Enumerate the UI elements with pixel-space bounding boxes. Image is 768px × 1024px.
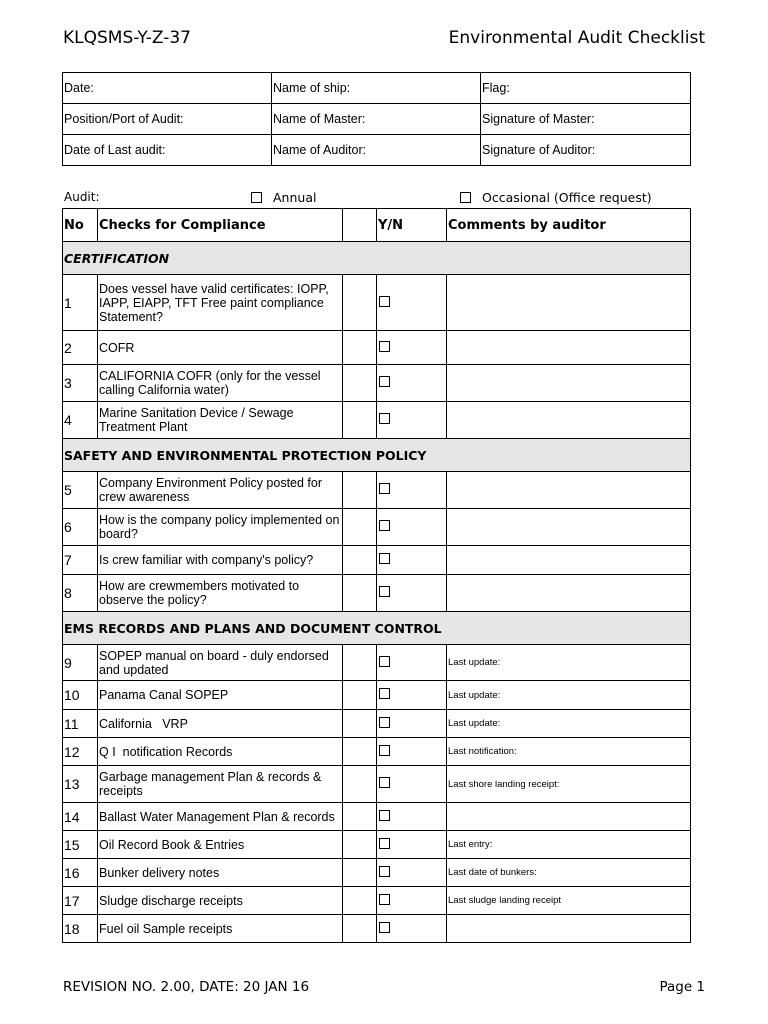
comment-cell[interactable] <box>447 915 691 943</box>
comment-cell[interactable] <box>447 546 691 575</box>
table-row <box>63 887 691 915</box>
item-text: How is the company policy implemented on board? <box>98 509 343 546</box>
comment-cell[interactable]: Last shore landing receipt: <box>447 766 691 803</box>
yn-cell <box>377 546 447 575</box>
yn-cell <box>377 402 447 439</box>
item-text: How are crewmembers motivated to observe the policy? <box>98 575 343 612</box>
yn-cell <box>377 331 447 365</box>
blank-cell <box>343 509 377 546</box>
table-row <box>63 365 691 402</box>
table-row <box>63 831 691 859</box>
item-text: California VRP <box>98 710 343 738</box>
table-row <box>63 915 691 943</box>
checkbox-icon[interactable] <box>379 810 390 821</box>
checkbox-icon[interactable] <box>379 838 390 849</box>
item-number: 10 <box>63 681 98 710</box>
ship-info-table <box>62 72 691 166</box>
checkbox-icon[interactable] <box>379 717 390 728</box>
port-of-audit-field[interactable]: Position/Port of Audit: <box>63 104 272 135</box>
item-number: 11 <box>63 710 98 738</box>
comment-cell[interactable] <box>447 803 691 831</box>
auditor-name-field[interactable]: Name of Auditor: <box>272 135 481 166</box>
table-row <box>63 575 691 612</box>
blank-cell <box>343 859 377 887</box>
blank-cell <box>343 681 377 710</box>
comment-cell[interactable]: Last update: <box>447 645 691 681</box>
blank-cell <box>343 546 377 575</box>
table-row <box>63 472 691 509</box>
yn-cell <box>377 681 447 710</box>
blank-cell <box>343 575 377 612</box>
checkbox-icon[interactable] <box>460 192 471 203</box>
item-text: COFR <box>98 331 343 365</box>
compliance-checklist-table <box>62 208 691 943</box>
item-number: 17 <box>63 887 98 915</box>
table-row <box>63 331 691 365</box>
checkbox-icon[interactable] <box>379 341 390 352</box>
checkbox-icon[interactable] <box>379 296 390 307</box>
ship-name-field[interactable]: Name of ship: <box>272 73 481 104</box>
section-row <box>63 242 691 275</box>
last-audit-date-field[interactable]: Date of Last audit: <box>63 135 272 166</box>
checkbox-icon[interactable] <box>379 586 390 597</box>
checkbox-icon[interactable] <box>379 483 390 494</box>
column-no: No <box>63 209 98 242</box>
item-number: 14 <box>63 803 98 831</box>
annual-label: Annual <box>273 190 317 205</box>
yn-cell <box>377 509 447 546</box>
item-number: 2 <box>63 331 98 365</box>
checkbox-icon[interactable] <box>251 192 262 203</box>
checkbox-icon[interactable] <box>379 922 390 933</box>
section-row <box>63 439 691 472</box>
date-field[interactable]: Date: <box>63 73 272 104</box>
item-number: 3 <box>63 365 98 402</box>
flag-field[interactable]: Flag: <box>481 73 691 104</box>
document-title: Environmental Audit Checklist <box>448 28 705 48</box>
section-certification: CERTIFICATION <box>63 242 691 275</box>
blank-cell <box>343 275 377 331</box>
checklist-header-row <box>63 209 691 242</box>
blank-cell <box>343 331 377 365</box>
checkbox-icon[interactable] <box>379 688 390 699</box>
checkbox-icon[interactable] <box>379 894 390 905</box>
occasional-option[interactable] <box>460 190 652 205</box>
checkbox-icon[interactable] <box>379 520 390 531</box>
item-number: 12 <box>63 738 98 766</box>
item-text: Fuel oil Sample receipts <box>98 915 343 943</box>
section-safety-policy: SAFETY AND ENVIRONMENTAL PROTECTION POLICY <box>63 439 691 472</box>
item-number: 18 <box>63 915 98 943</box>
blank-cell <box>343 766 377 803</box>
yn-cell <box>377 365 447 402</box>
comment-cell[interactable]: Last update: <box>447 710 691 738</box>
annual-option[interactable] <box>251 190 316 205</box>
master-name-field[interactable]: Name of Master: <box>272 104 481 135</box>
item-number: 1 <box>63 275 98 331</box>
column-comments: Comments by auditor <box>447 209 691 242</box>
item-number: 8 <box>63 575 98 612</box>
occasional-label: Occasional (Office request) <box>482 190 652 205</box>
table-row <box>63 766 691 803</box>
comment-cell[interactable] <box>447 575 691 612</box>
comment-cell[interactable] <box>447 472 691 509</box>
item-number: 4 <box>63 402 98 439</box>
item-text: CALIFORNIA COFR (only for the vessel calling California water) <box>98 365 343 402</box>
column-yn: Y/N <box>377 209 447 242</box>
comment-cell[interactable]: Last sludge landing receipt <box>447 887 691 915</box>
yn-cell <box>377 575 447 612</box>
comment-cell[interactable]: Last update: <box>447 681 691 710</box>
checkbox-icon[interactable] <box>379 376 390 387</box>
item-text: Garbage management Plan & records & receipts <box>98 766 343 803</box>
blank-cell <box>343 915 377 943</box>
blank-cell <box>343 803 377 831</box>
item-number: 7 <box>63 546 98 575</box>
blank-cell <box>343 887 377 915</box>
comment-cell[interactable] <box>447 275 691 331</box>
table-row <box>63 681 691 710</box>
document-code: KLQSMS-Y-Z-37 <box>63 28 191 48</box>
comment-cell[interactable] <box>447 402 691 439</box>
item-text: Is crew familiar with company's policy? <box>98 546 343 575</box>
page-number: Page 1 <box>659 979 705 995</box>
checkbox-icon[interactable] <box>379 553 390 564</box>
checkbox-icon[interactable] <box>379 866 390 877</box>
comment-cell[interactable]: Last entry: <box>447 831 691 859</box>
blank-cell <box>343 738 377 766</box>
item-text: Does vessel have valid certificates: IOPP, IAPP, EIAPP, TFT Free paint compliance Statement? <box>98 275 343 331</box>
yn-cell <box>377 859 447 887</box>
comment-cell[interactable] <box>447 365 691 402</box>
table-row <box>63 275 691 331</box>
section-row <box>63 612 691 645</box>
audit-type-line <box>64 190 690 206</box>
table-row <box>63 859 691 887</box>
comment-cell[interactable]: Last date of bunkers: <box>447 859 691 887</box>
column-checks: Checks for Compliance <box>98 209 343 242</box>
blank-cell <box>343 472 377 509</box>
item-text: Sludge discharge receipts <box>98 887 343 915</box>
table-row <box>63 738 691 766</box>
item-text: Company Environment Policy posted for crew awareness <box>98 472 343 509</box>
table-row <box>63 546 691 575</box>
item-text: Bunker delivery notes <box>98 859 343 887</box>
checkbox-icon[interactable] <box>379 656 390 667</box>
column-blank <box>343 209 377 242</box>
comment-cell[interactable] <box>447 509 691 546</box>
yn-cell <box>377 803 447 831</box>
revision-info: REVISION NO. 2.00, DATE: 20 JAN 16 <box>63 979 310 995</box>
yn-cell <box>377 472 447 509</box>
table-row <box>63 710 691 738</box>
blank-cell <box>343 365 377 402</box>
master-signature-field[interactable]: Signature of Master: <box>481 104 691 135</box>
item-number: 5 <box>63 472 98 509</box>
comment-cell[interactable]: Last notification: <box>447 738 691 766</box>
item-text: Ballast Water Management Plan & records <box>98 803 343 831</box>
yn-cell <box>377 831 447 859</box>
table-row <box>63 402 691 439</box>
checkbox-icon[interactable] <box>379 413 390 424</box>
audit-label: Audit: <box>64 190 100 204</box>
table-row <box>63 645 691 681</box>
item-text: Marine Sanitation Device / Sewage Treatment Plant <box>98 402 343 439</box>
yn-cell <box>377 887 447 915</box>
item-number: 6 <box>63 509 98 546</box>
item-text: Oil Record Book & Entries <box>98 831 343 859</box>
item-number: 16 <box>63 859 98 887</box>
blank-cell <box>343 402 377 439</box>
yn-cell <box>377 766 447 803</box>
checkbox-icon[interactable] <box>379 745 390 756</box>
yn-cell <box>377 915 447 943</box>
yn-cell <box>377 710 447 738</box>
comment-cell[interactable] <box>447 331 691 365</box>
yn-cell <box>377 645 447 681</box>
item-text: Q I notification Records <box>98 738 343 766</box>
checkbox-icon[interactable] <box>379 777 390 788</box>
item-text: SOPEP manual on board - duly endorsed and updated <box>98 645 343 681</box>
section-ems-records: EMS RECORDS AND PLANS AND DOCUMENT CONTROL <box>63 612 691 645</box>
yn-cell <box>377 738 447 766</box>
table-row <box>63 803 691 831</box>
blank-cell <box>343 710 377 738</box>
blank-cell <box>343 645 377 681</box>
item-text: Panama Canal SOPEP <box>98 681 343 710</box>
yn-cell <box>377 275 447 331</box>
table-row <box>63 509 691 546</box>
auditor-signature-field[interactable]: Signature of Auditor: <box>481 135 691 166</box>
item-number: 13 <box>63 766 98 803</box>
blank-cell <box>343 831 377 859</box>
item-number: 9 <box>63 645 98 681</box>
item-number: 15 <box>63 831 98 859</box>
